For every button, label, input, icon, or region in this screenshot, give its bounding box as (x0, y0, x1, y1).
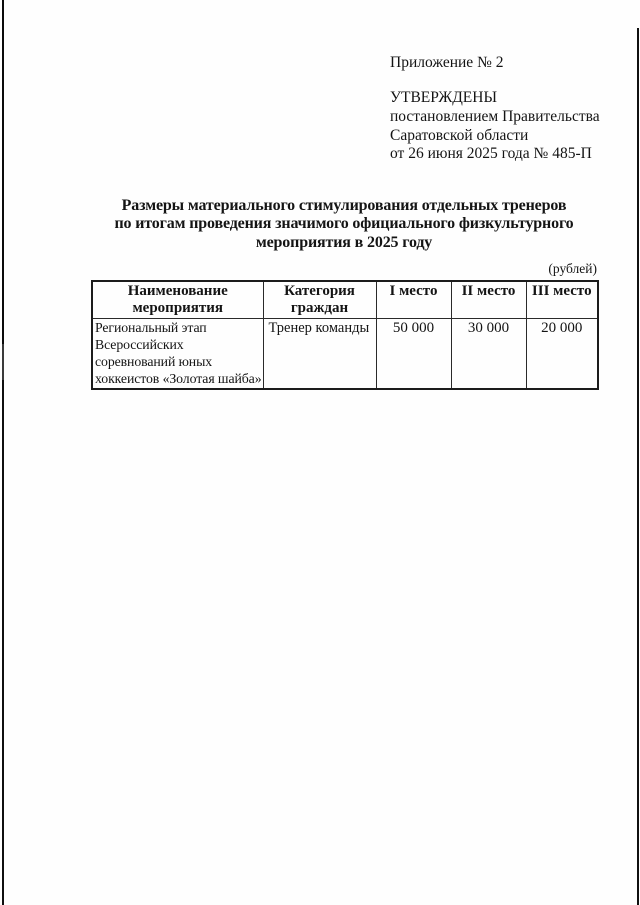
cell-event-name: Региональный этап Всероссийских соревнований юных хоккеистов «Золотая шайба» (92, 319, 263, 389)
cell-second-place-amount: 30 000 (451, 319, 526, 389)
approval-line-region: Саратовской области (390, 126, 529, 144)
cell-third-place-amount: 20 000 (526, 319, 598, 389)
table-row (92, 319, 598, 389)
document-title (91, 197, 597, 252)
approval-block (390, 89, 600, 164)
approval-line-resolution: постановлением Правительства (390, 107, 600, 125)
column-header-first-place: I место (376, 281, 451, 319)
incentive-rates-table (91, 280, 599, 390)
cell-first-place-amount: 50 000 (376, 319, 451, 389)
document-title-line-3: мероприятия в 2025 году (255, 233, 433, 251)
cell-citizen-category: Тренер команды (263, 319, 376, 389)
approval-line-date-number: от 26 июня 2025 года № 485-П (390, 145, 592, 163)
document-title-line-2: по итогам проведения значимого официального физкультурного (114, 215, 574, 233)
document-title-line-1: Размеры материального стимулирования отдельных тренеров (121, 197, 567, 214)
column-header-citizen-category: Категория граждан (263, 281, 376, 319)
column-header-event-name: Наименование мероприятия (92, 281, 263, 319)
table-header-row (92, 281, 598, 319)
scan-artifact-right-edge (637, 28, 639, 905)
approval-line-approved: УТВЕРЖДЕНЫ (390, 89, 497, 106)
scan-artifact-left-edge (2, 0, 4, 905)
column-header-third-place: III место (526, 281, 598, 319)
column-header-second-place: II место (451, 281, 526, 319)
annex-label: Приложение № 2 (390, 54, 504, 71)
currency-units-note: (рублей) (548, 261, 597, 276)
